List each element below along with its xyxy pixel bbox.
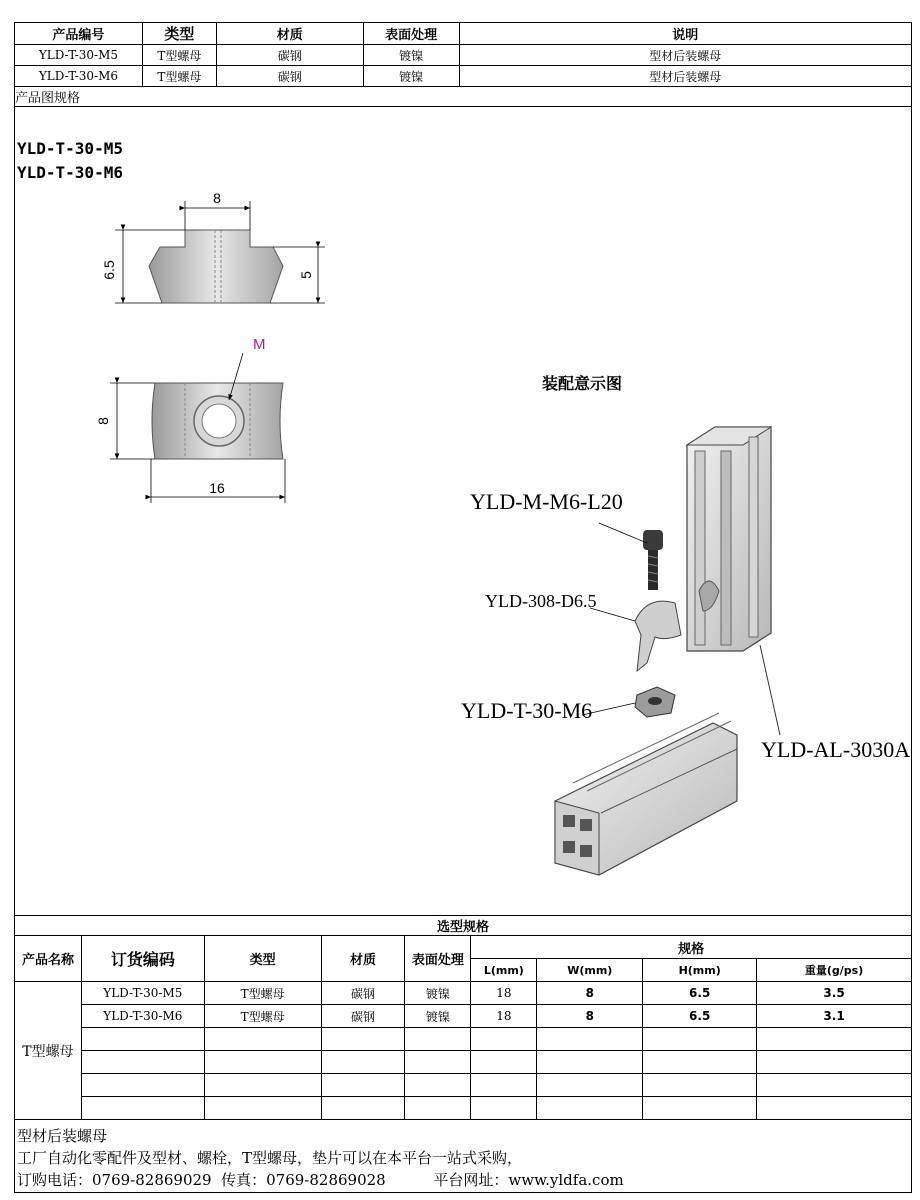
table-row — [15, 1005, 912, 1028]
product-code-m5: YLD-T-30-M5 — [17, 139, 123, 158]
selection-title: 选型规格 — [15, 916, 912, 936]
selection-section — [14, 915, 912, 1120]
product-name-cell: T型螺母 — [15, 982, 82, 1120]
header-spec: 规格 — [471, 936, 912, 959]
cell-l: 18 — [471, 1005, 537, 1028]
cell-sel-surface: 镀镍 — [405, 982, 471, 1005]
header-sel-material: 材质 — [321, 936, 405, 982]
note-line: 订购电话：0769-82869029 传真：0769-82869028 平台网址：www.yldfa.com — [17, 1171, 624, 1189]
selection-header-row — [15, 936, 912, 959]
header-weight: 重量(g/ps) — [757, 959, 912, 982]
selection-title-row — [15, 916, 912, 936]
header-material: 材质 — [216, 23, 363, 45]
note-line: 工厂自动化零配件及型材、螺栓，T型螺母，垫片可以在本平台一站式采购， — [17, 1149, 523, 1167]
cell-weight: 3.5 — [757, 982, 912, 1005]
callout-connector: YLD-308-D6.5 — [485, 591, 597, 611]
cell-h: 6.5 — [643, 982, 757, 1005]
header-l: L(mm) — [471, 959, 537, 982]
header-surface: 表面处理 — [363, 23, 459, 45]
callout-t-nut: YLD-T-30-M6 — [461, 698, 593, 723]
cell-w: 8 — [537, 982, 643, 1005]
spec-sheet — [14, 22, 912, 1193]
header-code: 产品编号 — [15, 23, 143, 45]
header-h: H(mm) — [643, 959, 757, 982]
plan-view — [110, 353, 285, 503]
dim-top-width: 8 — [213, 190, 221, 206]
callout-screw: YLD-M-M6-L20 — [470, 489, 623, 514]
cell-code: YLD-T-30-M5 — [15, 45, 143, 66]
cell-surface: 镀镍 — [363, 45, 459, 66]
cell-surface: 镀镍 — [363, 66, 459, 87]
empty-row — [15, 1028, 912, 1051]
drawing-label: 产品图规格 — [15, 87, 912, 107]
empty-row — [15, 1074, 912, 1097]
dim-height-left: 6.5 — [101, 260, 117, 280]
cell-sel-surface: 镀镍 — [405, 1005, 471, 1028]
product-code-m6: YLD-T-30-M6 — [17, 163, 123, 182]
technical-drawing — [15, 23, 913, 915]
cell-type: T型螺母 — [142, 66, 216, 87]
cell-description: 型材后装螺母 — [459, 45, 911, 66]
dim-height-right: 5 — [298, 271, 314, 279]
cell-material: 碳钢 — [216, 45, 363, 66]
cell-w: 8 — [537, 1005, 643, 1028]
dim-plan-height: 8 — [95, 417, 111, 425]
callout-profile: YLD-AL-3030A — [761, 737, 911, 762]
empty-row — [15, 1051, 912, 1074]
empty-row — [15, 1097, 912, 1120]
header-w: W(mm) — [537, 959, 643, 982]
cell-weight: 3.1 — [757, 1005, 912, 1028]
header-sel-surface: 表面处理 — [405, 936, 471, 982]
cell-material: 碳钢 — [216, 66, 363, 87]
assembly-title: 装配意示图 — [542, 374, 623, 393]
cell-l: 18 — [471, 982, 537, 1005]
cell-sel-material: 碳钢 — [321, 982, 405, 1005]
dim-m-label: M — [253, 336, 266, 353]
cell-sel-material: 碳钢 — [321, 1005, 405, 1028]
header-product-name: 产品名称 — [15, 936, 82, 982]
note-line: 型材后装螺母 — [17, 1127, 108, 1145]
cell-h: 6.5 — [643, 1005, 757, 1028]
cell-type: T型螺母 — [142, 45, 216, 66]
cell-code: YLD-T-30-M6 — [15, 66, 143, 87]
cell-description: 型材后装螺母 — [459, 66, 911, 87]
t-nut-icon — [635, 687, 675, 717]
side-view — [115, 201, 325, 303]
screw-icon — [643, 530, 663, 590]
dim-plan-length: 16 — [209, 480, 225, 496]
cell-sel-type: T型螺母 — [204, 1005, 321, 1028]
header-sel-type: 类型 — [204, 936, 321, 982]
header-type: 类型 — [142, 23, 216, 45]
header-order-code: 订货编码 — [81, 936, 204, 982]
header-description: 说明 — [459, 23, 911, 45]
cell-sel-type: T型螺母 — [204, 982, 321, 1005]
selection-table — [14, 915, 912, 1120]
connector-icon — [635, 601, 681, 671]
table-row — [15, 982, 912, 1005]
cell-order-code: YLD-T-30-M5 — [81, 982, 204, 1005]
footer-notes — [17, 1125, 624, 1191]
cell-order-code: YLD-T-30-M6 — [81, 1005, 204, 1028]
